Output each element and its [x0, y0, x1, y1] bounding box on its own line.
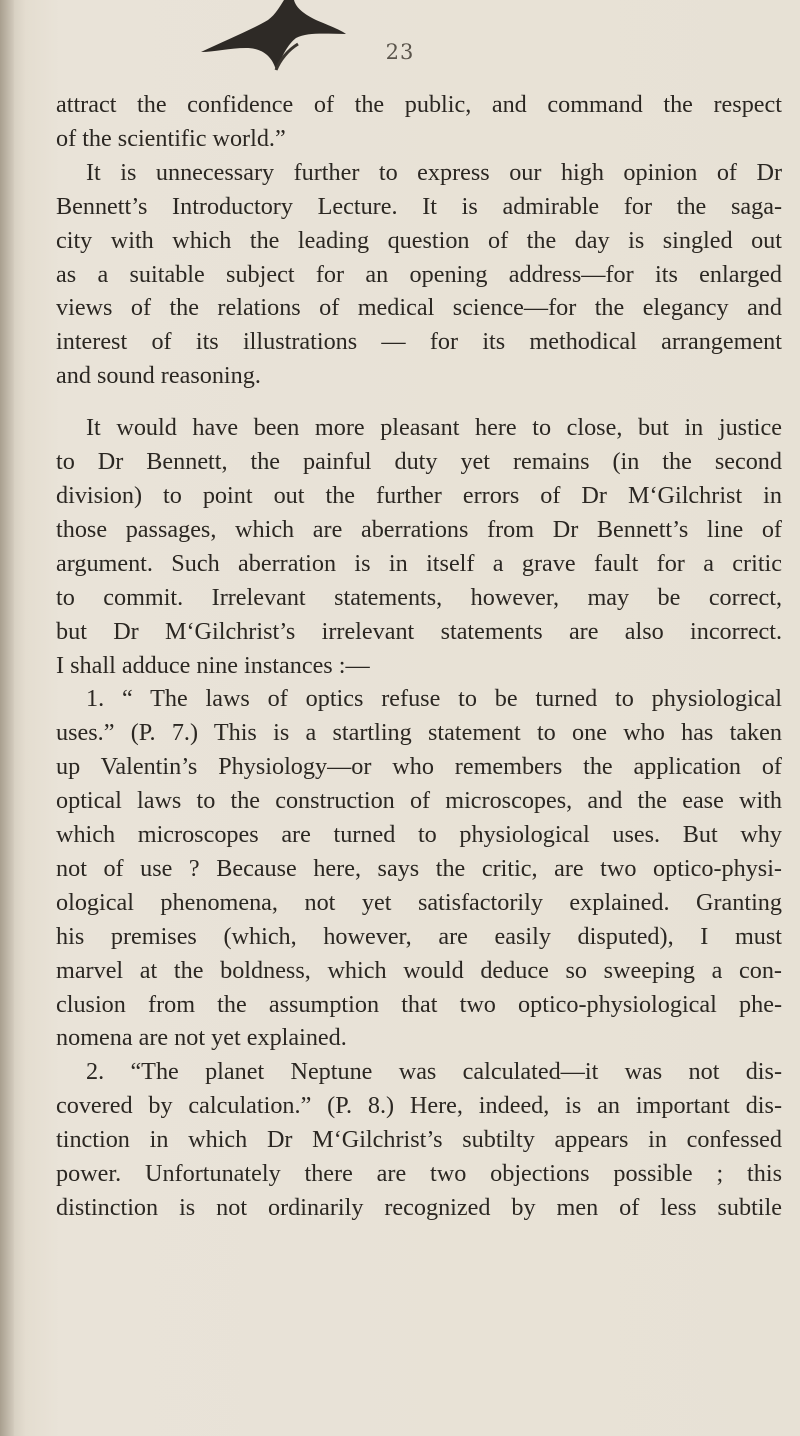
text-line: views of the relations of medical science—for the elegancy and: [56, 294, 782, 322]
page-binding-edge: [0, 0, 14, 1436]
text-line: attract the confidence of the public, and command the respect: [56, 91, 782, 118]
text-line: to commit. Irrelevant statements, however, may be correct,: [56, 583, 782, 611]
text-line: but Dr M‘Gilchrist’s irrelevant statements are also incorrect.: [56, 617, 782, 645]
text-line: interest of its illustrations — for its methodical arrangement: [56, 328, 782, 356]
text-line: nomena are not yet explained.: [56, 1024, 347, 1052]
text-line: up Valentin’s Physiology—or who remembers the application of: [56, 753, 782, 781]
text-line: which microscopes are turned to physiological uses. But why: [56, 821, 782, 849]
text-line: It is unnecessary further to express our high opinion of Dr: [86, 158, 782, 186]
text-line: I shall adduce nine instances :—: [56, 651, 370, 679]
paragraph-1: [56, 88, 782, 156]
text-line: Bennett’s Introductory Lecture. It is admirable for the saga-: [56, 192, 782, 220]
text-line: not of use ? Because here, says the critic, are two optico-physi-: [56, 854, 782, 882]
text-line: covered by calculation.” (P. 8.) Here, indeed, is an important dis-: [56, 1092, 782, 1120]
text-line: those passages, which are aberrations from Dr Bennett’s line of: [56, 515, 782, 543]
text-line: and sound reasoning.: [56, 362, 261, 390]
text-line: It would have been more pleasant here to close, but in justice: [86, 414, 782, 442]
text-line: tinction in which Dr M‘Gilchrist’s subtilty appears in confessed: [56, 1126, 782, 1154]
body-text: [56, 88, 782, 1225]
paragraph-2: [56, 156, 782, 393]
paragraph-5: [56, 1055, 782, 1225]
text-line: power. Unfortunately there are two objections possible ; this: [56, 1160, 782, 1188]
text-line: argument. Such aberration is in itself a grave fault for a critic: [56, 549, 782, 577]
text-line: distinction is not ordinarily recognized by men of less subtile: [56, 1194, 782, 1221]
text-line: as a suitable subject for an opening address—for its enlarged: [56, 260, 782, 288]
paragraph-3: [56, 411, 782, 682]
text-line: ological phenomena, not yet satisfactorily explained. Granting: [56, 888, 782, 916]
text-line: 2. “The planet Neptune was calculated—it was not dis-: [86, 1058, 782, 1086]
text-line: uses.” (P. 7.) This is a startling statement to one who has taken: [56, 719, 782, 747]
text-line: his premises (which, however, are easily disputed), I must: [56, 922, 782, 950]
text-line: clusion from the assumption that two optico-physiological phe-: [56, 990, 782, 1018]
text-line: optical laws to the construction of microscopes, and the ease with: [56, 787, 782, 815]
text-line: 1. “ The laws of optics refuse to be turned to physiological: [86, 685, 782, 713]
text-line: division) to point out the further errors of Dr M‘Gilchrist in: [56, 481, 782, 509]
paragraph-4: [56, 682, 782, 1055]
page-number: 23: [385, 40, 415, 64]
text-line: city with which the leading question of the day is singled out: [56, 226, 782, 254]
text-line: of the scientific world.”: [56, 124, 286, 152]
text-line: marvel at the boldness, which would deduce so sweeping a con-: [56, 956, 782, 984]
text-line: to Dr Bennett, the painful duty yet remains (in the second: [56, 448, 782, 476]
